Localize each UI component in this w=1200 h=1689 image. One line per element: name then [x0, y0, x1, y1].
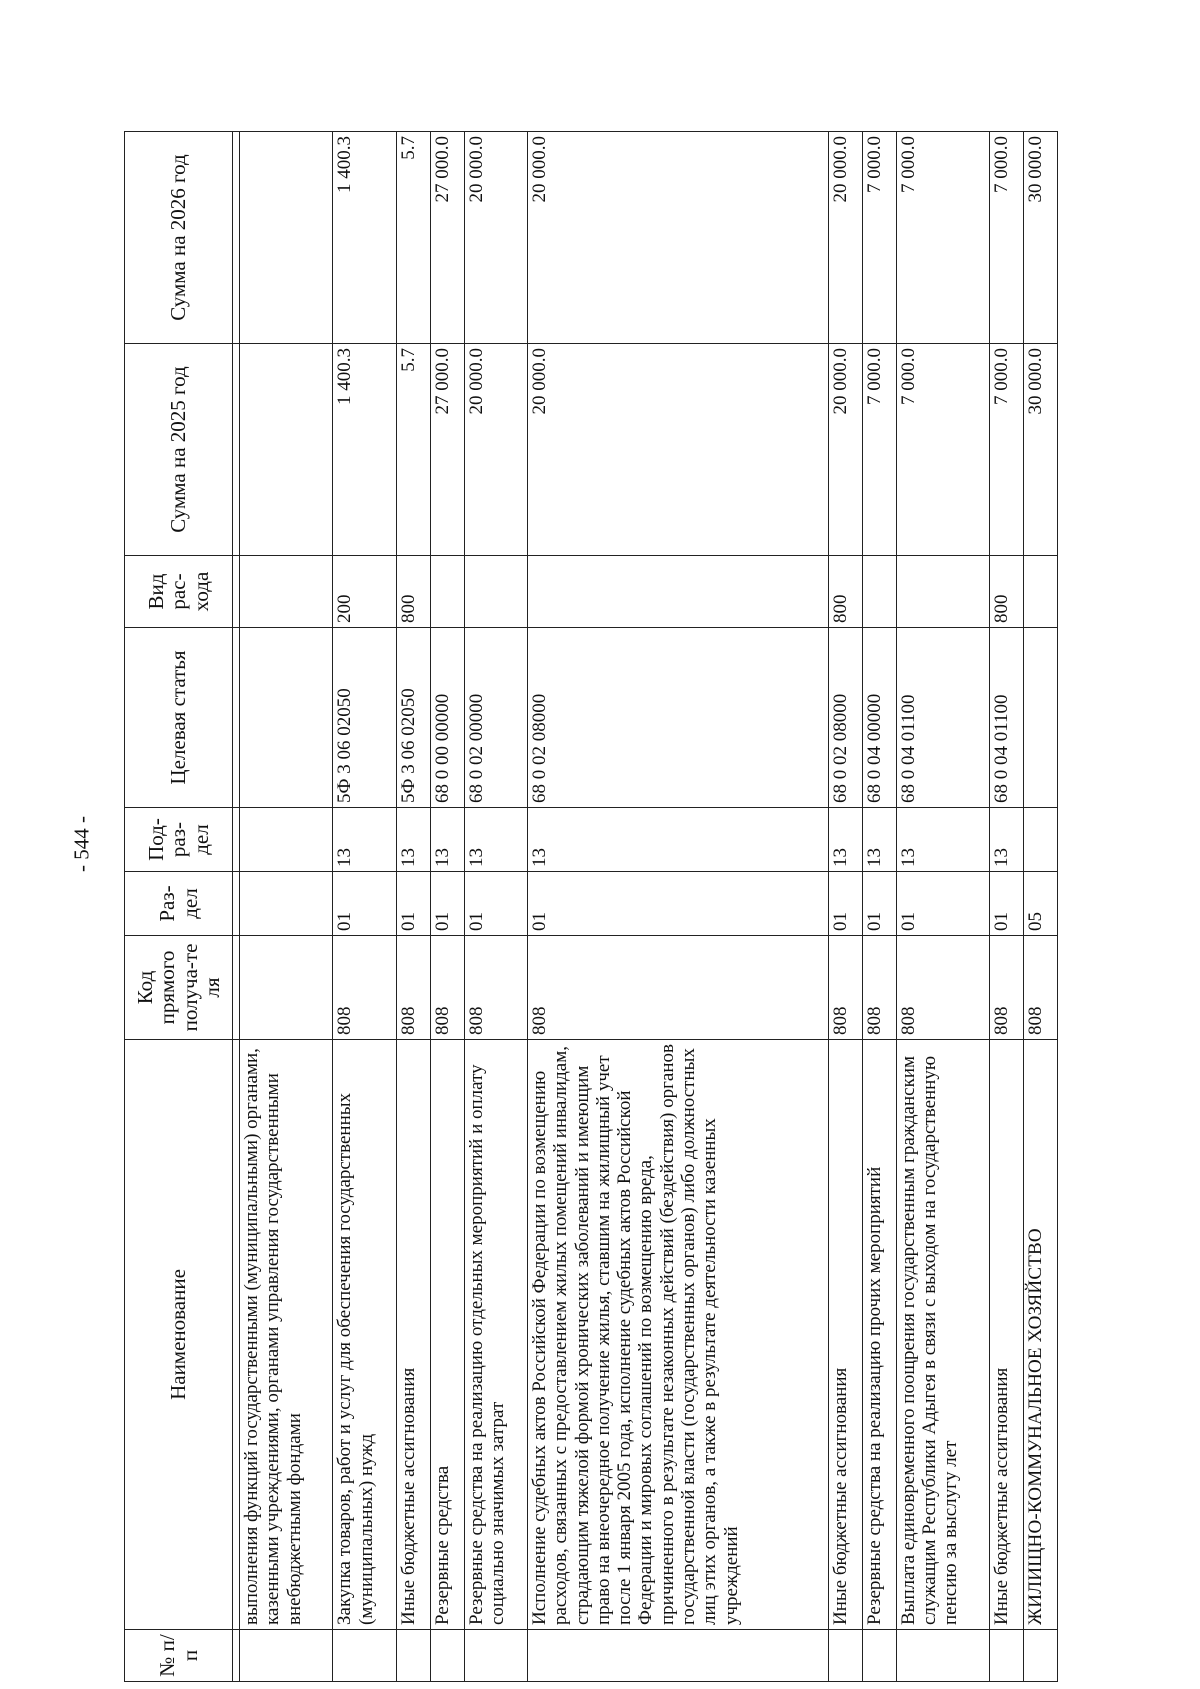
cell-num [464, 1630, 528, 1682]
cell-target: 68 0 02 00000 [464, 628, 528, 808]
cell-target: 68 0 04 01100 [990, 628, 1024, 808]
cell-sum2026: 27 000.0 [430, 132, 464, 344]
spacer-cell [233, 808, 240, 872]
cell-section: 01 [396, 872, 430, 936]
cell-section: 01 [528, 872, 829, 936]
cell-target: 68 0 04 00000 [863, 628, 897, 808]
spacer-cell [233, 1040, 240, 1630]
cell-sum2025: 30 000.0 [1024, 344, 1058, 556]
cell-name: Резервные средства на реализацию отдельных мероприятий и оплату социально значимых затрат [464, 1040, 528, 1630]
cell-name: Резервные средства на реализацию прочих мероприятий [863, 1040, 897, 1630]
col-header-sum2026: Сумма на 2026 год [125, 132, 233, 344]
cell-target: 68 0 04 01100 [896, 628, 989, 808]
cell-sum2025: 7 000.0 [863, 344, 897, 556]
cell-sum2025: 27 000.0 [430, 344, 464, 556]
cell-expense: 800 [396, 556, 430, 628]
cell-target: 5Ф 3 06 02050 [396, 628, 430, 808]
header-row [125, 132, 233, 1682]
cell-section: 01 [896, 872, 989, 936]
col-header-recipient: Код прямого получа-те ля [125, 936, 233, 1040]
cell-recipient: 808 [430, 936, 464, 1040]
cell-subsection: 13 [896, 808, 989, 872]
cell-expense: 800 [990, 556, 1024, 628]
cell-section: 05 [1024, 872, 1058, 936]
cell-target: 68 0 02 08000 [829, 628, 863, 808]
cell-subsection [1024, 808, 1058, 872]
cell-name: ЖИЛИЩНО-КОММУНАЛЬНОЕ ХОЗЯЙСТВО [1024, 1040, 1058, 1630]
cell-target: 5Ф 3 06 02050 [333, 628, 397, 808]
cell-num [528, 1630, 829, 1682]
cell-sum2025: 5.7 [396, 344, 430, 556]
cell-sum2025 [240, 344, 333, 556]
cell-sum2026: 7 000.0 [990, 132, 1024, 344]
cell-target: 68 0 00 00000 [430, 628, 464, 808]
cell-subsection [240, 808, 333, 872]
cell-sum2026: 30 000.0 [1024, 132, 1058, 344]
cell-sum2026: 20 000.0 [829, 132, 863, 344]
cell-num [240, 1630, 333, 1682]
budget-table [124, 131, 1058, 1682]
cell-recipient: 808 [1024, 936, 1058, 1040]
cell-name: Иные бюджетные ассигнования [829, 1040, 863, 1630]
cell-target: 68 0 02 08000 [528, 628, 829, 808]
cell-name: Исполнение судебных актов Российской Федерации по возмещению расходов, связанных с предоставлением жилых помещений инвалидам, страдающим тяжелой формой хронических заболеваний и имеющим право на внеочередное получение жилья, ставшим на жилищный учет после 1 января 2005 года, исполнение судебных актов Российской Федерации и мировых соглашений по возмещению вреда, причиненного в результате незаконных действий (бездействия) органов государственной власти (государственных органов) либо должностных лиц этих органов, а также в результате деятельности казенных учреждений [528, 1040, 829, 1630]
cell-name: Иные бюджетные ассигнования [396, 1040, 430, 1630]
table-row [430, 132, 464, 1682]
spacer-cell [233, 936, 240, 1040]
cell-num [333, 1630, 397, 1682]
cell-sum2025: 20 000.0 [829, 344, 863, 556]
cell-recipient: 808 [464, 936, 528, 1040]
cell-expense [863, 556, 897, 628]
table-row [863, 132, 897, 1682]
cell-num [863, 1630, 897, 1682]
cell-sum2025: 7 000.0 [990, 344, 1024, 556]
cell-sum2026: 20 000.0 [528, 132, 829, 344]
cell-subsection: 13 [829, 808, 863, 872]
cell-sum2026: 7 000.0 [896, 132, 989, 344]
cell-recipient [240, 936, 333, 1040]
cell-recipient: 808 [896, 936, 989, 1040]
col-header-section: Раз- дел [125, 872, 233, 936]
cell-section: 01 [430, 872, 464, 936]
spacer-cell [233, 344, 240, 556]
cell-subsection: 13 [396, 808, 430, 872]
table-row [896, 132, 989, 1682]
cell-subsection: 13 [990, 808, 1024, 872]
table-row [1024, 132, 1058, 1682]
cell-target [240, 628, 333, 808]
cell-sum2025: 20 000.0 [528, 344, 829, 556]
cell-expense [896, 556, 989, 628]
table-row [990, 132, 1024, 1682]
cell-section: 01 [990, 872, 1024, 936]
cell-num [896, 1630, 989, 1682]
cell-sum2026: 1 400.3 [333, 132, 397, 344]
cell-recipient: 808 [528, 936, 829, 1040]
cell-expense: 200 [333, 556, 397, 628]
cell-name: Резервные средства [430, 1040, 464, 1630]
cell-section: 01 [333, 872, 397, 936]
table-row [829, 132, 863, 1682]
col-header-subsection: Под- раз- дел [125, 808, 233, 872]
col-header-name: Наименование [125, 1040, 233, 1630]
cell-num [829, 1630, 863, 1682]
col-header-target: Целевая статья [125, 628, 233, 808]
spacer-row [233, 132, 240, 1682]
cell-sum2026: 20 000.0 [464, 132, 528, 344]
cell-num [396, 1630, 430, 1682]
cell-expense [240, 556, 333, 628]
cell-recipient: 808 [990, 936, 1024, 1040]
table-row [240, 132, 333, 1682]
col-header-num: № п/п [125, 1630, 233, 1682]
cell-num [990, 1630, 1024, 1682]
cell-num [430, 1630, 464, 1682]
cell-recipient: 808 [396, 936, 430, 1040]
cell-sum2025: 20 000.0 [464, 344, 528, 556]
spacer-cell [233, 556, 240, 628]
col-header-expense: Вид рас- хода [125, 556, 233, 628]
cell-recipient: 808 [863, 936, 897, 1040]
cell-sum2026 [240, 132, 333, 344]
cell-recipient: 808 [333, 936, 397, 1040]
cell-section: 01 [464, 872, 528, 936]
cell-section: 01 [829, 872, 863, 936]
cell-name: выполнения функций государственными (муниципальными) органами, казенными учреждениями, органами управления государственными внебюджетными фондами [240, 1040, 333, 1630]
cell-sum2025: 7 000.0 [896, 344, 989, 556]
cell-expense [1024, 556, 1058, 628]
cell-name: Выплата единовременного поощрения государственным гражданским служащим Республики Адыгея в связи с выходом на государственную пенсию за выслугу лет [896, 1040, 989, 1630]
table-row [528, 132, 829, 1682]
cell-subsection: 13 [430, 808, 464, 872]
cell-section: 01 [863, 872, 897, 936]
cell-subsection: 13 [528, 808, 829, 872]
cell-recipient: 808 [829, 936, 863, 1040]
cell-sum2026: 5.7 [396, 132, 430, 344]
cell-subsection: 13 [464, 808, 528, 872]
page-number: - 544 - [69, 816, 94, 872]
cell-sum2026: 7 000.0 [863, 132, 897, 344]
cell-target [1024, 628, 1058, 808]
cell-expense [464, 556, 528, 628]
cell-expense: 800 [829, 556, 863, 628]
cell-num [1024, 1630, 1058, 1682]
cell-name: Закупка товаров, работ и услуг для обеспечения государственных (муниципальных) нужд [333, 1040, 397, 1630]
cell-subsection: 13 [333, 808, 397, 872]
spacer-cell [233, 132, 240, 344]
cell-section [240, 872, 333, 936]
budget-table-container [124, 132, 1058, 1682]
cell-sum2025: 1 400.3 [333, 344, 397, 556]
cell-expense [430, 556, 464, 628]
cell-name: Иные бюджетные ассигнования [990, 1040, 1024, 1630]
spacer-cell [233, 1630, 240, 1682]
spacer-cell [233, 628, 240, 808]
spacer-cell [233, 872, 240, 936]
cell-expense [528, 556, 829, 628]
table-row [396, 132, 430, 1682]
cell-subsection: 13 [863, 808, 897, 872]
table-row [333, 132, 397, 1682]
col-header-sum2025: Сумма на 2025 год [125, 344, 233, 556]
table-row [464, 132, 528, 1682]
